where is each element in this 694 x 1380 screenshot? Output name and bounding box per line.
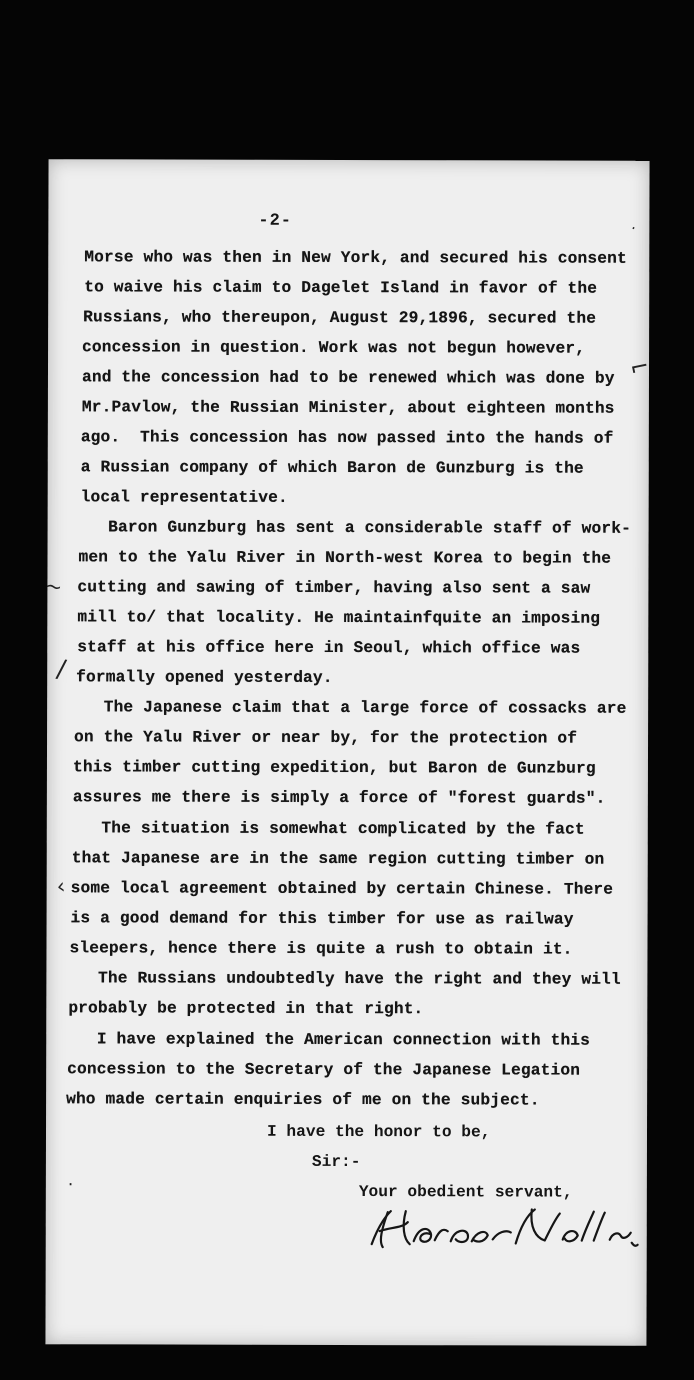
text-line: concession in question. Work was not begun however, — [82, 338, 586, 358]
text-line: Morse who was then in New York, and secured his consent — [84, 248, 627, 268]
text-line: concession to the Secretary of the Japanese Legation — [67, 1060, 581, 1080]
text-line: this timber cutting expedition, but Baron de Gunzburg — [72, 758, 596, 778]
paper-sheet — [43, 159, 652, 1346]
margin-stroke: ~ — [43, 572, 65, 600]
text-line: some local agreement obtained by certain Chinese. There — [70, 879, 614, 899]
text-line: who made certain enquiries of me on the subject. — [66, 1090, 540, 1110]
text-line: Baron Gunzburg has sent a considerable staff of work- — [78, 518, 632, 538]
text-line: sleepers, hence there is quite a rush to obtain it. — [69, 939, 573, 959]
pencil-mark: . — [628, 216, 643, 234]
text-line: The Russians undoubtedly have the right and they will — [68, 969, 621, 989]
text-line: I have explained the American connection with this — [67, 1030, 591, 1050]
margin-checkmark: / — [54, 653, 69, 684]
text-line: and the concession had to be renewed which was done by — [81, 368, 615, 388]
page-number: -2- — [258, 211, 293, 231]
closing-honor: I have the honor to be, — [266, 1122, 491, 1142]
text-line: on the Yalu River or near by, for the protection of — [74, 728, 578, 748]
text-line: Mr.Pavlow, the Russian Minister, about eighteen months — [81, 398, 615, 418]
text-line: men to the Yalu River in North-west Korea to begin the — [78, 548, 612, 568]
text-line: probably be protected in that right. — [68, 999, 424, 1019]
margin-mark: ‹ — [55, 873, 67, 899]
text-line: staff at his office here in Seoul, which office was — [77, 638, 581, 658]
text-line: assures me there is simply a force of "forest guards". — [72, 788, 606, 808]
pencil-dot: . — [67, 1170, 74, 1191]
text-line: formally opened yesterday. — [76, 668, 333, 687]
text-line: mill to/ that locality. He maintainfquite an imposing — [77, 608, 601, 628]
text-line: that Japanese are in the same region cutting timber on — [71, 849, 605, 869]
text-line: cutting and sawing of timber, having also sent a saw — [77, 578, 591, 598]
text-line: Russians, who thereupon, August 29,1896, secured the — [83, 308, 597, 328]
closing-servant: Your obedient servant, — [358, 1183, 573, 1202]
letter-body — [43, 159, 652, 1346]
text-line: The situation is somewhat complicated by the fact — [71, 819, 585, 839]
text-line: The Japanese claim that a large force of cossacks are — [74, 698, 627, 718]
margin-bracket: ⌐ — [627, 353, 652, 383]
text-line: is a good demand for this timber for use as railway — [70, 909, 574, 929]
text-line: local representative. — [80, 488, 288, 507]
text-line: a Russian company of which Baron de Gunzburg is the — [80, 458, 584, 478]
handwritten-signature — [364, 1198, 639, 1259]
text-line: to waive his claim to Dagelet Island in favor of the — [84, 278, 598, 298]
text-line: ago. This concession has now passed into the hands of — [80, 428, 614, 448]
closing-salutation: Sir:- — [311, 1152, 361, 1172]
